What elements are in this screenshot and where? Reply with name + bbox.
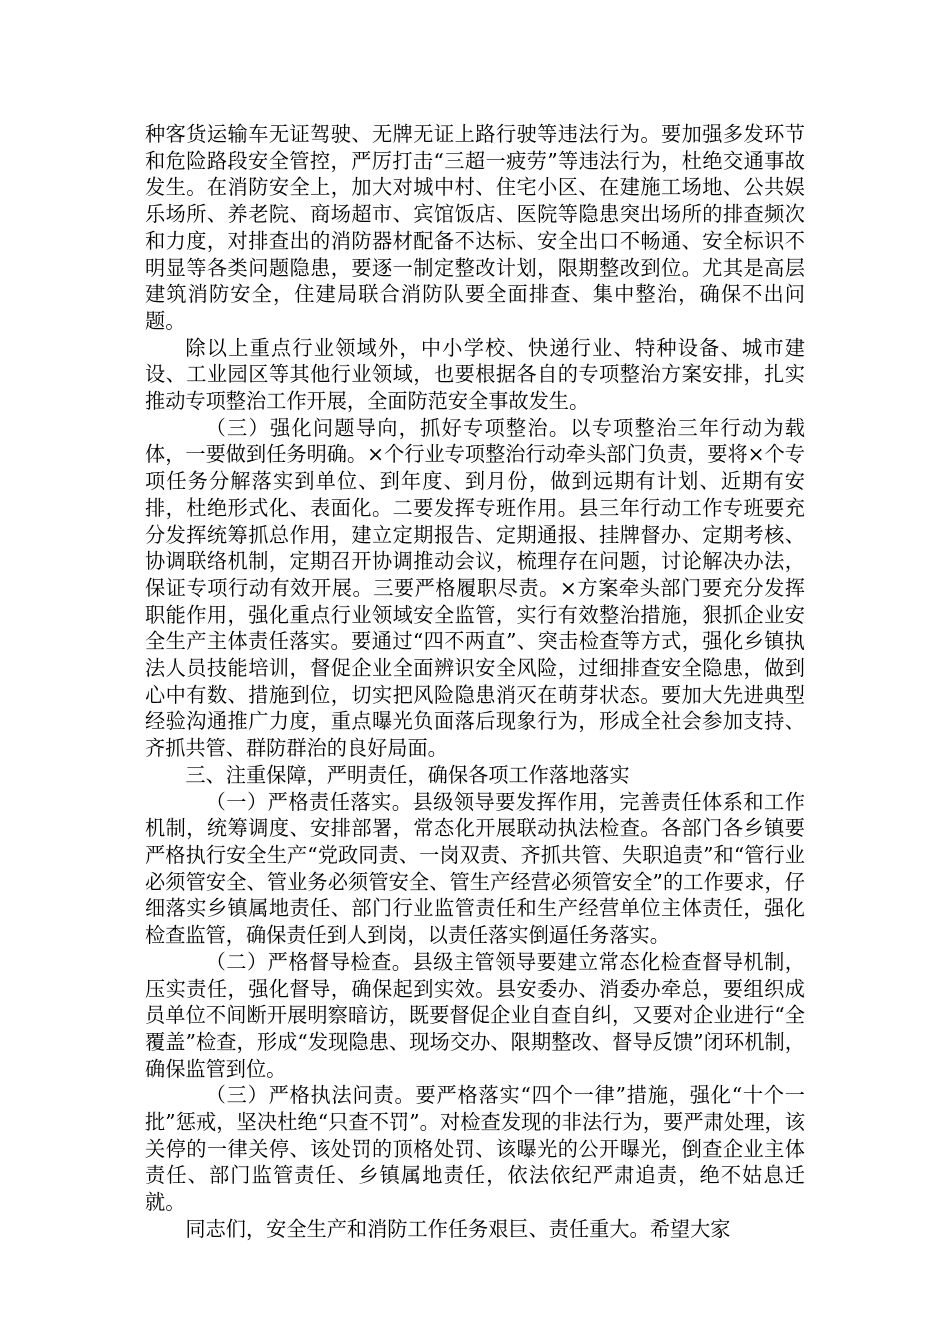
paragraph: （三）严格执法问责。要严格落实“四个一律”措施，强化“十个一批”惩戒，坚决杜绝“只查不罚”。对检查发现的非法行为，要严肃处理，该关停的一律关停、该处罚的顶格处罚、该曝光的公开曝光，倒查企业主体责任、部门监管责任、乡镇属地责任，依法依纪严肃追责，绝不姑息迁就。	[145, 1083, 805, 1215]
paragraph: 种客货运输车无证驾驶、无牌无证上路行驶等违法行为。要加强多发环节和危险路段安全管控，严厉打击“三超一疲劳”等违法行为，杜绝交通事故发生。在消防安全上，加大对城中村、住宅小区、在建施工场地、公共娱乐场所、养老院、商场超市、宾馆饭店、医院等隐患突出场所的排查频次和力度，对排查出的消防器材配备不达标、安全出口不畅通、安全标识不明显等各类问题隐患，要逐一制定整改计划，限期整改到位。尤其是高层建筑消防安全，住建局联合消防队要全面排查、集中整治，确保不出问题。	[145, 122, 805, 333]
document-body	[145, 121, 805, 1243]
paragraph: （三）强化问题导向，抓好专项整治。以专项整治三年行动为载体，一要做到任务明确。×个行业专项整治行动牵头部门负责，要将×个专项任务分解落实到单位、到年度、到月份，做到远期有计划、近期有安排，杜绝形式化、表面化。二要发挥专班作用。县三年行动工作专班要充分发挥统筹抓总作用，建立定期报告、定期通报、挂牌督办、定期考核、协调联络机制，定期召开协调推动会议，梳理存在问题，讨论解决办法，保证专项行动有效开展。三要严格履职尽责。×方案牵头部门要充分发挥职能作用，强化重点行业领域安全监管，实行有效整治措施，狠抓企业安全生产主体责任落实。要通过“四不两直”、突击检查等方式，强化乡镇执法人员技能培训，督促企业全面辨识安全风险，过细排查安全隐患，做到心中有数、措施到位，切实把风险隐患消灭在萌芽状态。要加大先进典型经验沟通推广力度，重点曝光负面落后现象行为，形成全社会参加支持、齐抓共管、群防群治的良好局面。	[145, 415, 805, 761]
paragraph: 除以上重点行业领域外，中小学校、快递行业、特种设备、城市建设、工业园区等其他行业领域，也要根据各自的专项整治方案安排，扎实推动专项整治工作开展，全面防范安全事故发生。	[145, 335, 805, 414]
paragraph: （二）严格督导检查。县级主管领导要建立常态化检查督导机制，压实责任，强化督导，确保起到实效。县安委办、消委办牵总，要组织成员单位不间断开展明察暗访，既要督促企业自查自纠，又要对企业进行“全覆盖”检查，形成“发现隐患、现场交办、限期整改、督导反馈”闭环机制，确保监管到位。	[145, 949, 805, 1081]
paragraph: 同志们，安全生产和消防工作任务艰巨、责任重大。希望大家	[185, 1216, 731, 1241]
paragraph: （一）严格责任落实。县级领导要发挥作用，完善责任体系和工作机制，统筹调度、安排部署，常态化开展联动执法检查。各部门各乡镇要严格执行安全生产“党政同责、一岗双责、齐抓共管、失职追责”和“管行业必须管安全、管业务必须管安全、管生产经营必须管安全”的工作要求，仔细落实乡镇属地责任、部门行业监管责任和生产经营单位主体责任，强化检查监管，确保责任到人到岗，以责任落实倒逼任务落实。	[145, 789, 805, 948]
section-heading: 三、注重保障，严明责任，确保各项工作落地落实	[185, 762, 630, 787]
